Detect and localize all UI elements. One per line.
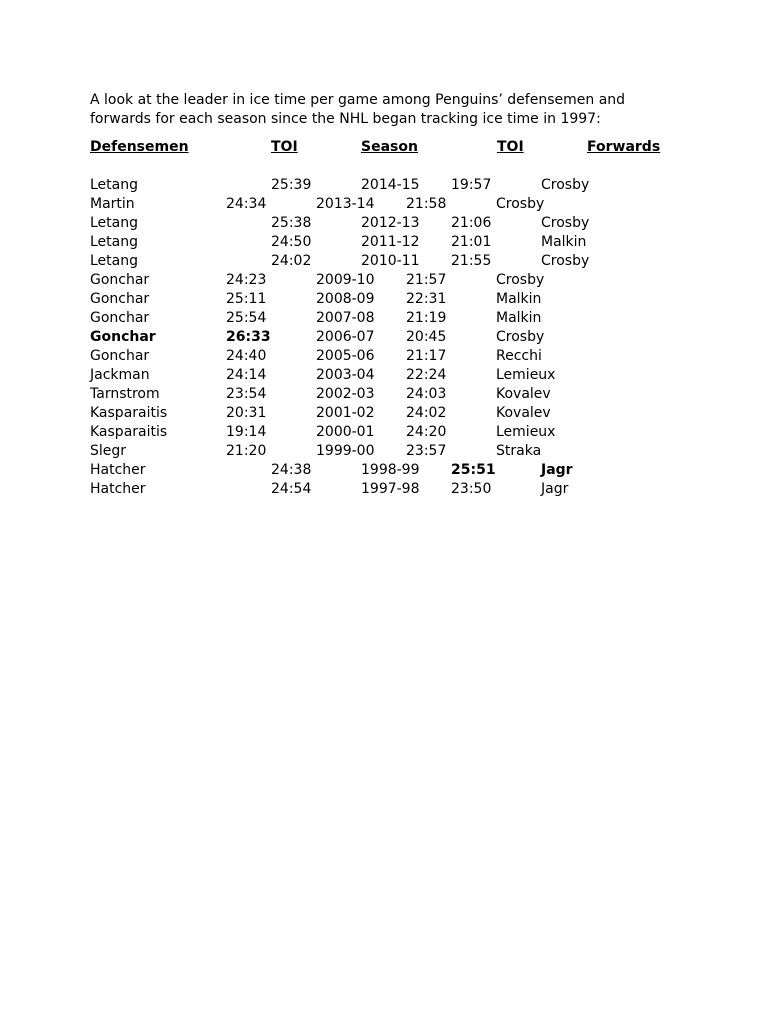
row-forward: Recchi	[496, 348, 542, 364]
row-defenseman: Kasparaitis	[90, 405, 168, 421]
intro-line-1: A look at the leader in ice time per game among Penguins’ defensemen and	[90, 92, 626, 108]
row-toi-forward: 23:57	[406, 443, 447, 459]
table-row	[0, 271, 768, 290]
row-season: 1999-00	[316, 443, 375, 459]
table-row	[0, 480, 768, 499]
row-season: 2003-04	[316, 367, 375, 383]
table-row	[0, 347, 768, 366]
row-toi-defenseman: 26:33	[226, 329, 271, 345]
header-toi-forwards: TOI	[497, 139, 524, 155]
row-defenseman: Hatcher	[90, 462, 146, 478]
row-defenseman: Martin	[90, 196, 135, 212]
row-toi-forward: 23:50	[451, 481, 492, 497]
table-row	[0, 461, 768, 480]
row-toi-defenseman: 25:11	[226, 291, 267, 307]
row-defenseman: Kasparaitis	[90, 424, 168, 440]
row-season: 2002-03	[316, 386, 375, 402]
row-toi-forward: 21:17	[406, 348, 447, 364]
row-toi-forward: 24:02	[406, 405, 447, 421]
header-toi-defensemen: TOI	[271, 139, 298, 155]
row-toi-forward: 21:58	[406, 196, 447, 212]
row-defenseman: Gonchar	[90, 272, 150, 288]
row-toi-forward: 25:51	[451, 462, 496, 478]
row-forward: Kovalev	[496, 386, 551, 402]
row-forward: Malkin	[496, 291, 542, 307]
row-defenseman: Gonchar	[90, 329, 156, 345]
row-forward: Kovalev	[496, 405, 551, 421]
row-toi-forward: 21:19	[406, 310, 447, 326]
row-forward: Malkin	[541, 234, 587, 250]
row-defenseman: Gonchar	[90, 310, 150, 326]
row-defenseman: Letang	[90, 177, 138, 193]
table-row	[0, 233, 768, 252]
row-season: 2014-15	[361, 177, 420, 193]
row-forward: Jagr	[541, 481, 569, 497]
row-season: 1997-98	[361, 481, 420, 497]
row-toi-defenseman: 20:31	[226, 405, 267, 421]
row-toi-defenseman: 19:14	[226, 424, 267, 440]
row-forward: Jagr	[541, 462, 573, 478]
row-toi-forward: 22:31	[406, 291, 447, 307]
row-toi-defenseman: 24:34	[226, 196, 267, 212]
row-toi-defenseman: 25:39	[271, 177, 312, 193]
row-toi-defenseman: 24:38	[271, 462, 312, 478]
row-defenseman: Slegr	[90, 443, 127, 459]
row-season: 2012-13	[361, 215, 420, 231]
row-toi-defenseman: 25:54	[226, 310, 267, 326]
row-defenseman: Letang	[90, 234, 138, 250]
table-row	[0, 290, 768, 309]
table-row	[0, 214, 768, 233]
row-toi-defenseman: 24:14	[226, 367, 267, 383]
table-row	[0, 309, 768, 328]
row-toi-defenseman: 24:40	[226, 348, 267, 364]
table-row	[0, 328, 768, 347]
row-toi-defenseman: 23:54	[226, 386, 267, 402]
row-defenseman: Letang	[90, 215, 138, 231]
row-toi-forward: 21:06	[451, 215, 492, 231]
row-defenseman: Jackman	[90, 367, 150, 383]
row-forward: Lemieux	[496, 424, 556, 440]
row-defenseman: Gonchar	[90, 291, 150, 307]
intro-line-2: forwards for each season since the NHL began tracking ice time in 1997:	[90, 111, 601, 127]
row-forward: Malkin	[496, 310, 542, 326]
row-defenseman: Gonchar	[90, 348, 150, 364]
row-forward: Crosby	[496, 196, 545, 212]
row-toi-defenseman: 24:54	[271, 481, 312, 497]
row-toi-defenseman: 25:38	[271, 215, 312, 231]
row-toi-forward: 24:03	[406, 386, 447, 402]
row-toi-forward: 22:24	[406, 367, 447, 383]
table-row	[0, 176, 768, 195]
row-toi-forward: 19:57	[451, 177, 492, 193]
row-toi-defenseman: 21:20	[226, 443, 267, 459]
row-forward: Crosby	[541, 215, 590, 231]
row-season: 2011-12	[361, 234, 420, 250]
row-toi-forward: 20:45	[406, 329, 447, 345]
row-season: 2009-10	[316, 272, 375, 288]
row-toi-defenseman: 24:23	[226, 272, 267, 288]
row-season: 2013-14	[316, 196, 375, 212]
row-toi-defenseman: 24:50	[271, 234, 312, 250]
header-forwards: Forwards	[587, 139, 661, 155]
header-season: Season	[361, 139, 418, 155]
row-season: 2010-11	[361, 253, 420, 269]
table-row	[0, 366, 768, 385]
table-row	[0, 252, 768, 271]
table-row	[0, 195, 768, 214]
row-forward: Lemieux	[496, 367, 556, 383]
row-defenseman: Tarnstrom	[90, 386, 160, 402]
table-row	[0, 442, 768, 461]
row-toi-forward: 21:55	[451, 253, 492, 269]
row-season: 1998-99	[361, 462, 420, 478]
row-toi-forward: 24:20	[406, 424, 447, 440]
table-row	[0, 385, 768, 404]
row-season: 2006-07	[316, 329, 375, 345]
row-defenseman: Letang	[90, 253, 138, 269]
row-season: 2008-09	[316, 291, 375, 307]
intro-paragraph	[90, 91, 690, 129]
table-row	[0, 404, 768, 423]
header-defensemen: Defensemen	[90, 139, 189, 155]
table-row	[0, 423, 768, 442]
row-forward: Crosby	[541, 177, 590, 193]
row-season: 2000-01	[316, 424, 375, 440]
row-defenseman: Hatcher	[90, 481, 146, 497]
row-toi-forward: 21:01	[451, 234, 492, 250]
row-forward: Straka	[496, 443, 542, 459]
row-toi-defenseman: 24:02	[271, 253, 312, 269]
row-season: 2005-06	[316, 348, 375, 364]
row-forward: Crosby	[496, 272, 545, 288]
row-forward: Crosby	[541, 253, 590, 269]
row-toi-forward: 21:57	[406, 272, 447, 288]
row-season: 2007-08	[316, 310, 375, 326]
table-header	[0, 138, 768, 157]
row-forward: Crosby	[496, 329, 545, 345]
row-season: 2001-02	[316, 405, 375, 421]
